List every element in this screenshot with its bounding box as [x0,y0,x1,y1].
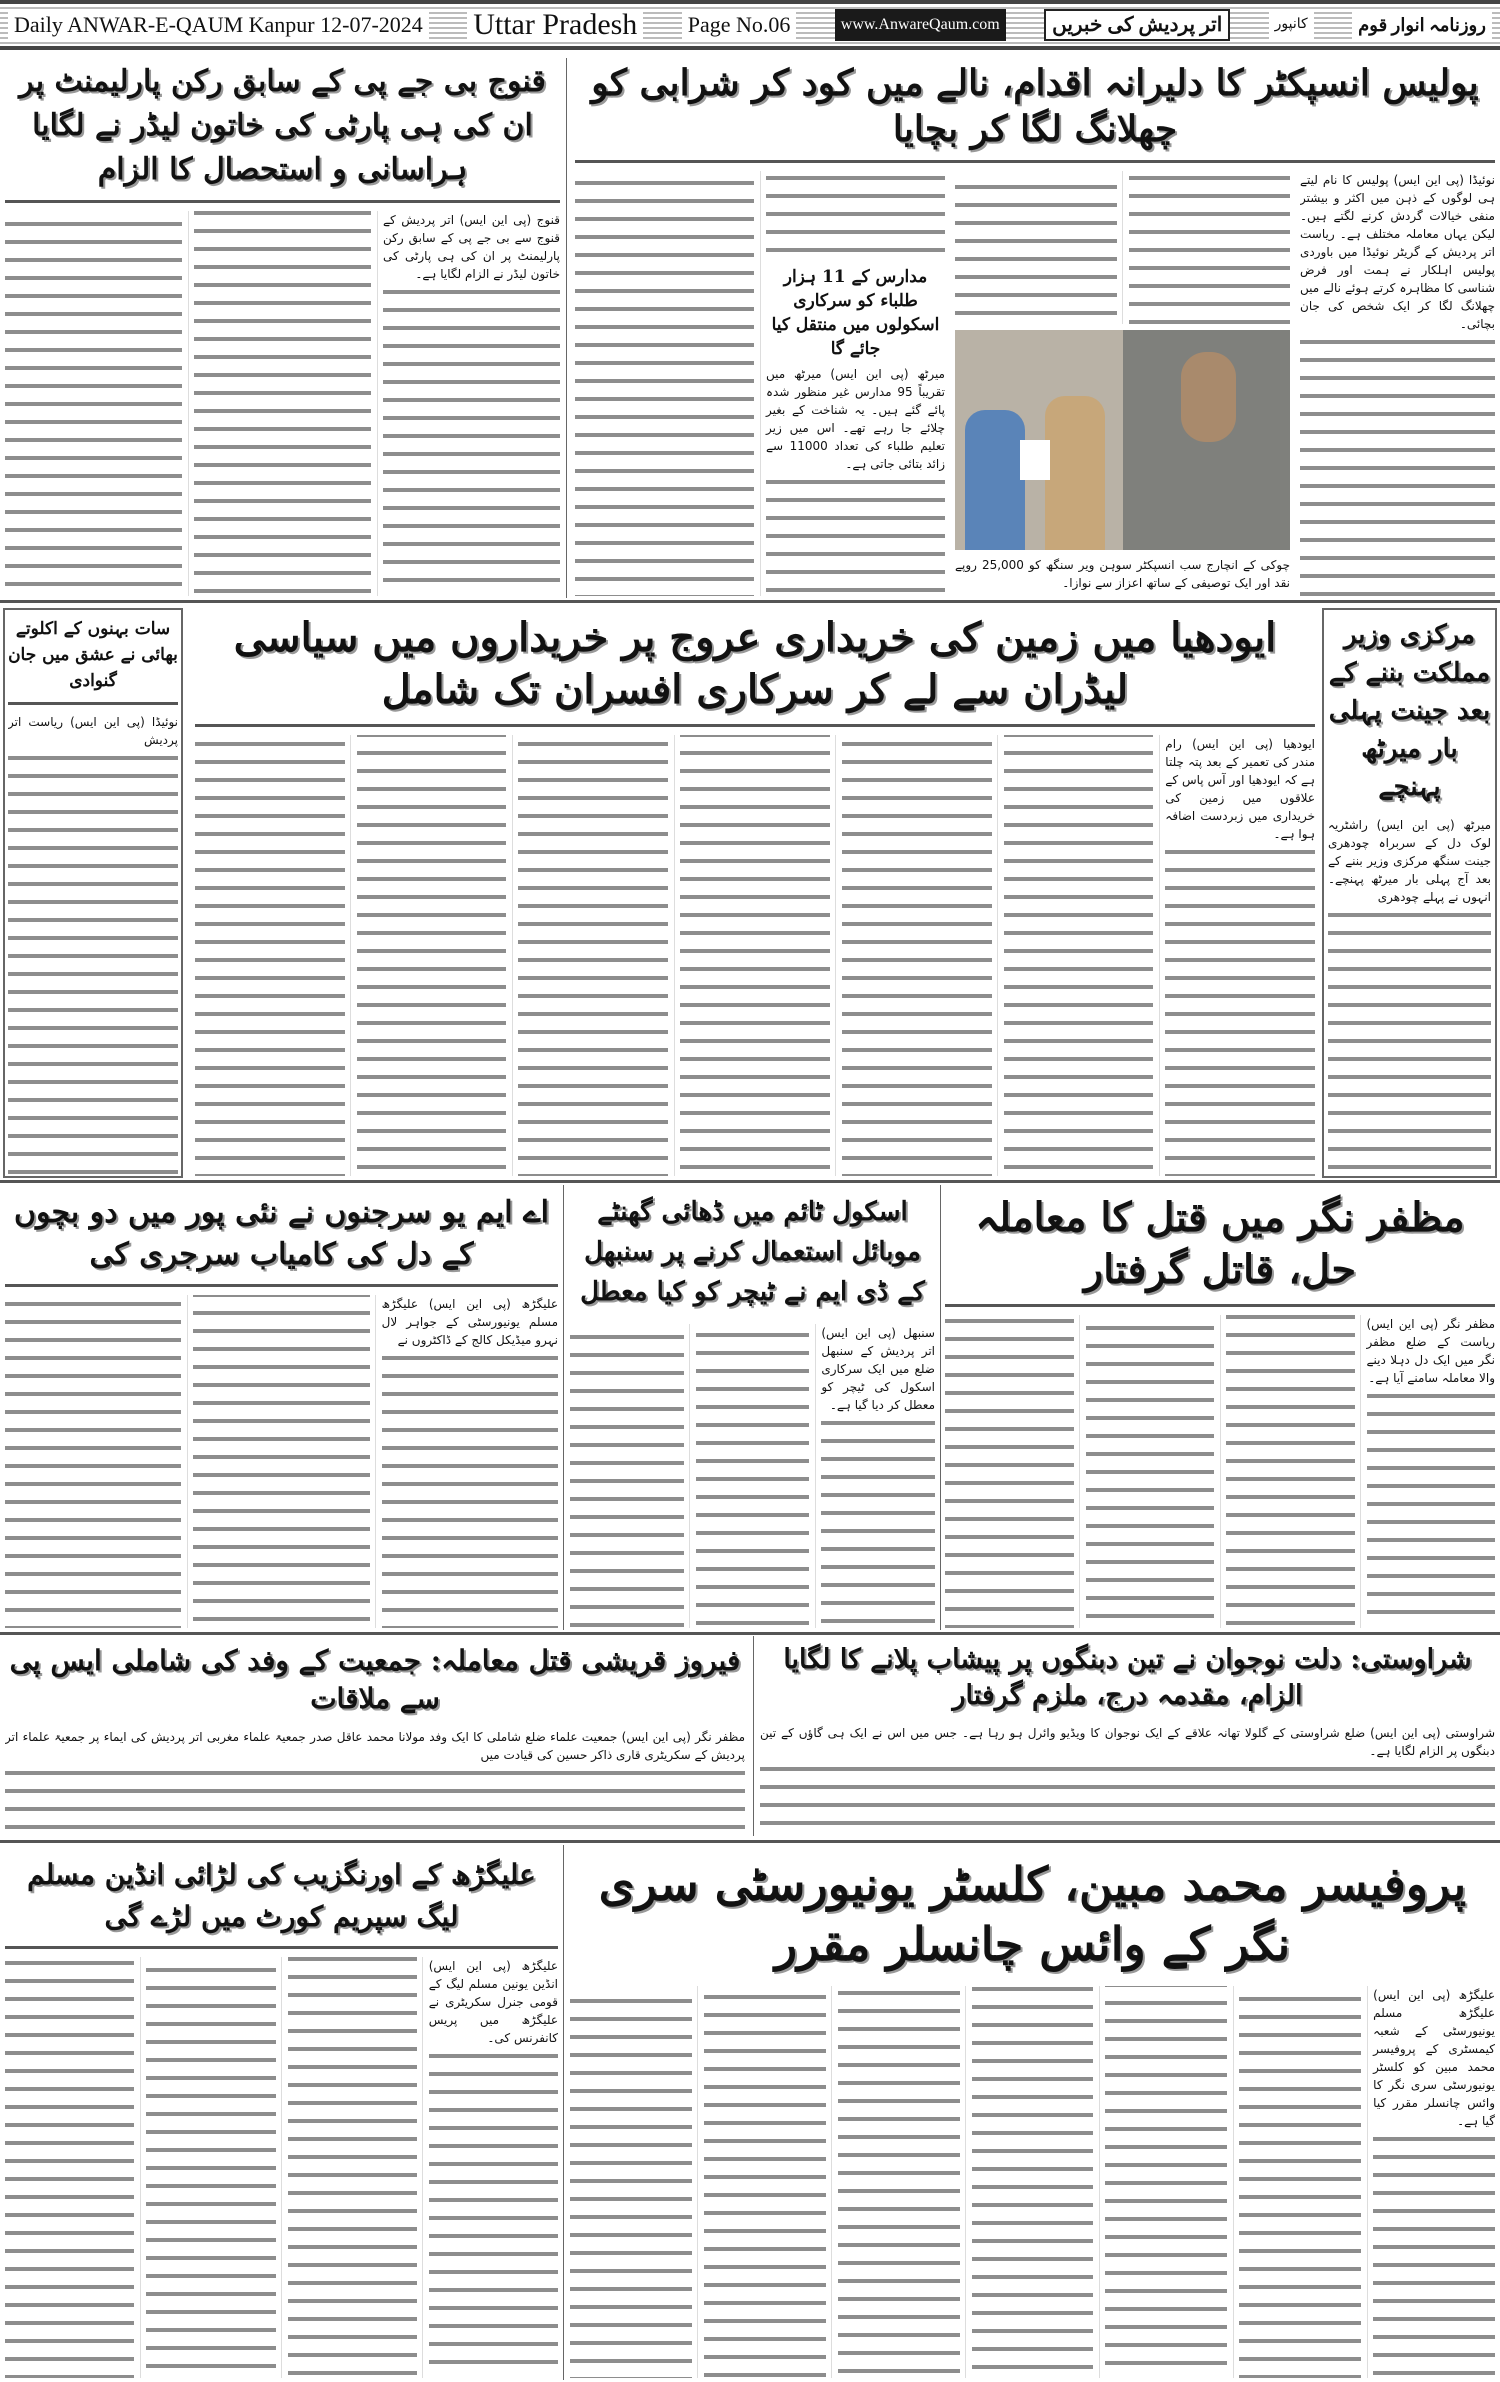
madaris-lead: میرٹھ (پی این ایس) میرٹھ میں تقریباً 95 مدارس غیر منظور شدہ پائے گئے ہیں۔ یہ شناخت کے بغیر چلائے جا رہے تھے۔ اس میں زیر تعلیم طلباء کی تعداد 11000 سے زائد بتائی جاتی ہے۔ [766,367,945,471]
headline-rule [195,724,1315,727]
article-aligarh [5,1850,558,2378]
headline-rule [8,702,178,705]
article-body-mobin [570,1986,1495,2378]
article-mobin [570,1850,1495,2378]
article-lead: مظفر نگر (پی این ایس) ریاست کے ضلع مظفر نگر میں ایک دل دہلا دینے والا معاملہ سامنے آیا ہے۔ [1366,1317,1495,1385]
headline-ayodhya: ایودھیا میں زمین کی خریداری عروج پر خریداروں میں سیاسی لیڈران سے لے کر سرکاری افسران تک شامل [233,614,1277,713]
column-divider [563,1185,564,1630]
article-body-police-rescue-left [575,171,945,596]
headline-rule [5,1946,558,1949]
section-title-urdu: اتر پردیش کی خبریں [1044,9,1230,41]
website-link[interactable]: www.AnwareQaum.com [835,9,1006,41]
headline-jayant: مرکزی وزیر مملکت بننے کے بعد جینت پہلی بار میرٹھ پہنچے [1328,620,1491,802]
section-rule [0,1180,1500,1183]
article-muzaffarnagar [945,1188,1495,1628]
masthead [0,0,1500,50]
article-body-shravasti [760,1724,1495,1836]
headline-mobin: پروفیسر محمد مبین، کلسٹر یونیورسٹی سری نگر کے وائس چانسلر مقرر [598,1857,1467,1971]
article-shravasti [760,1638,1495,1836]
photo-row [955,330,1290,550]
article-lead: ایودھیا (پی این ایس) رام مندر کی تعمیر کے بعد پتہ چلتا ہے کہ ایودھیا اور آس پاس کے علاقوں میں زمین کی خریداری میں زبردست اضافہ ہوا ہے۔ [1165,737,1315,841]
article-ayodhya [195,608,1315,1176]
photo-drain-rescue [1123,330,1290,550]
article-lead: نوئیڈا (پی این ایس) پولیس کا نام لیتے ہی لوگوں کے ذہن میں اکثر و بیشتر منفی خیالات گردش کرنے لگتے ہیں۔ لیکن یہاں معاملہ مختلف ہے۔ ریاست اتر پردیش کے گریٹر نوئیڈا میں باوردی پولیس اہلکار نے ہمت اور فرض شناسی کا مظاہرہ کرتے ہوئے نالے میں چھلانگ لگا کر ایک شخص کی جان بچائی۔ [1300,173,1495,331]
article-lead: سنبھل (پی این ایس) اتر پردیش کے سنبھل ضلع میں ایک سرکاری اسکول کی ٹیچر کو معطل کر دیا گیا ہے۔ [821,1326,935,1412]
headline-rule [575,160,1495,163]
article-lead: مظفر نگر (پی این ایس) جمعیت علماء ضلع شاملی کا ایک وفد مولانا محمد عاقل صدر جمعیۃ علماء مغربی اتر پردیش کی ایماء پر جمعیۃ علماء اتر پردیش کے سکریٹری قاری ذاکر حسین کی قیادت میں [5,1730,745,1762]
article-lead: قنوج (پی این ایس) اتر پردیش کے قنوج سے بی جے پی کے سابق رکن پارلیمنٹ پر ان کی ہی پارٹی کی خاتون لیڈر نے الزام لگایا ہے۔ [383,213,560,281]
column-divider [566,58,567,598]
headline-rule [5,200,560,203]
article-lead: نوئیڈا (پی این ایس) ریاست اتر پردیش [8,715,178,747]
article-lead: شراوستی (پی این ایس) ضلع شراوستی کے گلولا تھانہ علاقے کے ایک نوجوان کا ویڈیو وائرل ہو رہا ہے۔ جس میں اس نے ایک ہی گاؤں کے تین دبنگوں پر الزام لگایا ہے۔ [760,1726,1495,1758]
article-body-police-rescue [1300,171,1495,596]
page-number: Page No.06 [682,9,797,41]
headline-police-rescue: پولیس انسپکٹر کا دلیرانہ اقدام، نالے میں کود کر شرابی کو چھلانگ لگا کر بچایا [591,62,1479,150]
article-lead: علیگڑھ (پی این ایس) علیگڑھ مسلم یونیورسٹی کے شعبہ کیمسٹری کے پروفیسر محمد مبین کو کلسٹر یونیورسٹی سری نگر کا وائس چانسلر مقرر کیا گیا ہے۔ [1373,1988,1495,2128]
article-body-feroz [5,1728,745,1836]
headline-feroz: فیروز قریشی قتل معاملہ: جمعیت کے وفد کی شاملی ایس پی سے ملاقات [9,1644,741,1715]
headline-sisters: سات بہنوں کے اکلوتے بھائی نے عشق میں جان گنوادی [8,619,178,691]
subhead-madaris: مدارس کے 11 ہزار طلباء کو سرکاری اسکولوں میں منتقل کیا جائے گا [771,267,940,359]
headline-rule [945,1304,1495,1307]
article-lead: علیگڑھ (پی این ایس) انڈین یونین مسلم لیگ کے قومی جنرل سکریٹری نے علیگڑھ میں پریس کانفرنس کی۔ [428,1959,558,2045]
article-police-rescue [575,56,1495,596]
article-body-aiims [5,1295,558,1628]
section-rule [0,600,1500,603]
article-lead: علیگڑھ (پی این ایس) علیگڑھ مسلم یونیورسٹی کے جواہر لال نہرو میڈیکل کالج کے ڈاکٹروں نے [381,1297,558,1347]
city-urdu: کانپور [1269,9,1314,41]
section-title: Uttar Pradesh [467,9,643,41]
article-body-kannauj [5,211,560,596]
article-kannauj [5,56,560,596]
paper-logo-urdu: روزنامہ انوار قوم [1352,9,1492,41]
headline-school: اسکول ٹائم میں ڈھائی گھنٹے موبائل استعمال کرنے پر سنبھل کے ڈی ایم نے ٹیچر کو کیا معطل [580,1197,925,1307]
headline-aiims: اے ایم یو سرجنوں نے نئی پور میں دو بچوں کے دل کی کامیاب سرجری کی [14,1195,549,1272]
headline-kannauj: قنوج بی جے پی کے سابق رکن پارلیمنٹ پر ان کی ہی پارٹی کی خاتون لیڈر نے لگایا ہراسانی و استحصال کا الزام [19,64,546,187]
section-rule [0,1840,1500,1843]
article-body-aligarh [5,1957,558,2378]
reward-text: چوکی کے انچارج سب انسپکٹر سوہن ویر سنگھ کو 25,000 روپے نقد اور ایک توصیفی کے ساتھ اعزاز سے نوازا۔ [955,558,1290,590]
column-divider [753,1636,754,1836]
article-jayant [1328,612,1491,1174]
photo-award-ceremony [955,330,1123,550]
article-photo-column [955,171,1290,596]
article-body-police-rescue-cont [955,171,1290,324]
headline-aligarh: علیگڑھ کے اورنگزیب کی لڑائی انڈین مسلم لیگ سپریم کورٹ میں لڑے گی [27,1858,536,1933]
article-body-sisters [8,713,178,1174]
article-sisters [8,612,178,1174]
section-rule [0,1632,1500,1635]
article-body-school [570,1324,935,1628]
article-aiims [5,1188,558,1628]
article-feroz [5,1638,745,1836]
article-body-jayant [1328,816,1491,1174]
article-body-police-rescue-bottom [955,556,1290,596]
headline-shravasti: شراوستی: دلت نوجوان نے تین دبنگوں پر پیشاب پلانے کا لگایا الزام، مقدمہ درج، ملزم گرفتار [783,1644,1472,1711]
headline-muzaffarnagar: مظفر نگر میں قتل کا معاملہ حل، قاتل گرفتار [975,1194,1465,1293]
article-school [570,1188,935,1628]
headline-rule [5,1284,558,1287]
column-divider [940,1185,941,1630]
edition-date: Daily ANWAR-E-QAUM Kanpur 12-07-2024 [8,9,429,41]
column-divider [563,1845,564,2380]
article-lead: میرٹھ (پی این ایس) راشٹریہ لوک دل کے سربراہ چودھری جینت سنگھ مرکزی وزیر بننے کے بعد آج پہلی بار میرٹھ پہنچے۔ انہوں نے پہلے چودھری [1328,818,1491,904]
article-body-ayodhya [195,735,1315,1176]
article-content-police-rescue [575,171,1495,596]
article-body-muzaffarnagar [945,1315,1495,1628]
